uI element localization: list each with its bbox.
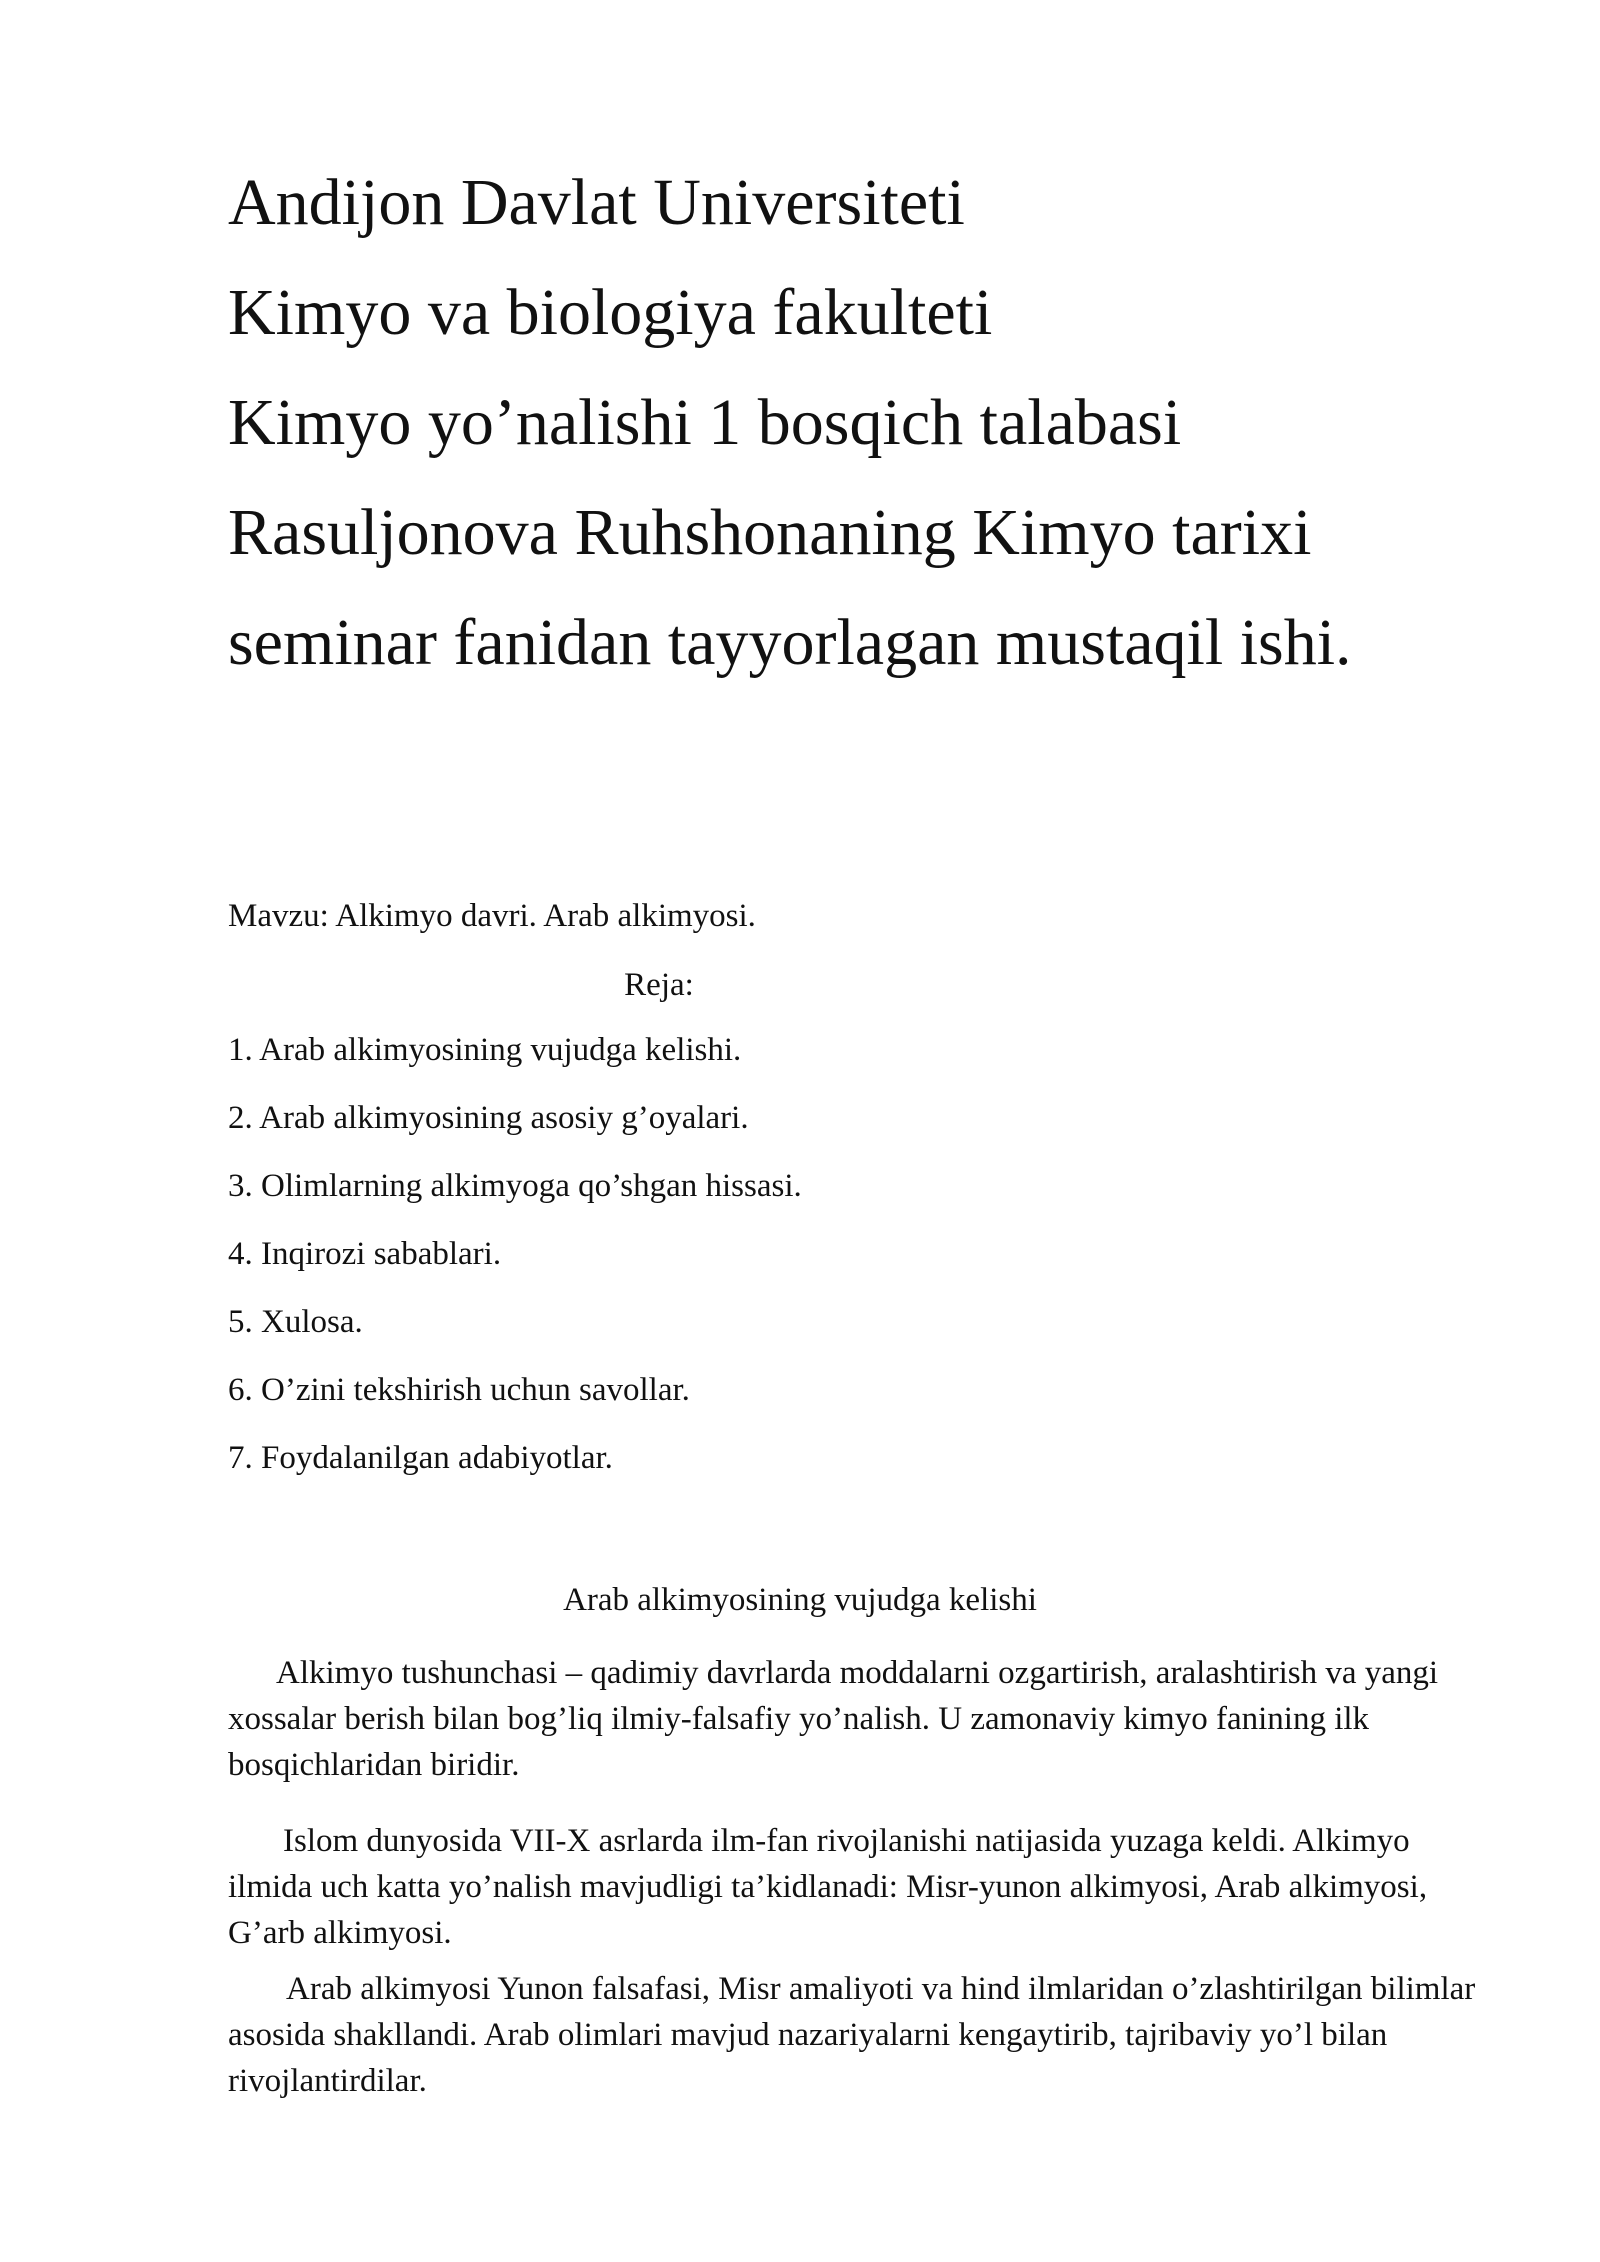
title-block <box>228 148 1478 698</box>
plan-heading: Reja: <box>624 967 694 1003</box>
plan-item: 2. Arab alkimyosining asosiy g’oyalari. <box>228 1100 749 1136</box>
plan-list <box>228 1032 802 1508</box>
plan-item: 1. Arab alkimyosining vujudga kelishi. <box>228 1032 742 1068</box>
plan-item: 5. Xulosa. <box>228 1304 363 1340</box>
title-line: Rasuljonova Ruhshonaning Kimyo tarixi <box>228 496 1312 569</box>
body-paragraph: Arab alkimyosi Yunon falsafasi, Misr amaliyoti va hind ilmlaridan o’zlashtirilgan bilimlar asosida shakllandi. Arab olimlari mavjud nazariyalarni kengaytirib, tajribaviy yo’l bilan rivojlantirdilar. <box>228 1971 1476 2099</box>
title-line: Kimyo va biologiya fakulteti <box>228 276 993 349</box>
title-line: Kimyo yo’nalishi 1 bosqich talabasi <box>228 386 1182 459</box>
plan-item: 7. Foydalanilgan adabiyotlar. <box>228 1440 613 1476</box>
plan-item: 3. Olimlarning alkimyoga qo’shgan hissasi. <box>228 1168 802 1204</box>
plan-item: 6. O’zini tekshirish uchun savollar. <box>228 1372 690 1408</box>
title-line: Andijon Davlat Universiteti <box>228 166 965 239</box>
body-paragraph: Alkimyo tushunchasi – qadimiy davrlarda moddalarni ozgartirish, aralashtirish va yangi xossalar berish bilan bog’liq ilmiy-falsafiy yo’nalish. U zamonaviy kimyo fanining ilk bosqichlaridan biridir. <box>228 1655 1439 1783</box>
topic-line: Mavzu: Alkimyo davri. Arab alkimyosi. <box>228 898 756 934</box>
section-heading: Arab alkimyosining vujudga kelishi <box>563 1582 1037 1618</box>
plan-item: 4. Inqirozi sabablari. <box>228 1236 502 1272</box>
body-paragraph: Islom dunyosida VII-X asrlarda ilm-fan rivojlanishi natijasida yuzaga keldi. Alkimyo ilmida uch katta yo’nalish mavjudligi ta’kidlanadi: Misr-yunon alkimyosi, Arab alkimyosi, G’arb alkimyosi. <box>228 1823 1428 1951</box>
title-line: seminar fanidan tayyorlagan mustaqil ishi. <box>228 606 1352 679</box>
